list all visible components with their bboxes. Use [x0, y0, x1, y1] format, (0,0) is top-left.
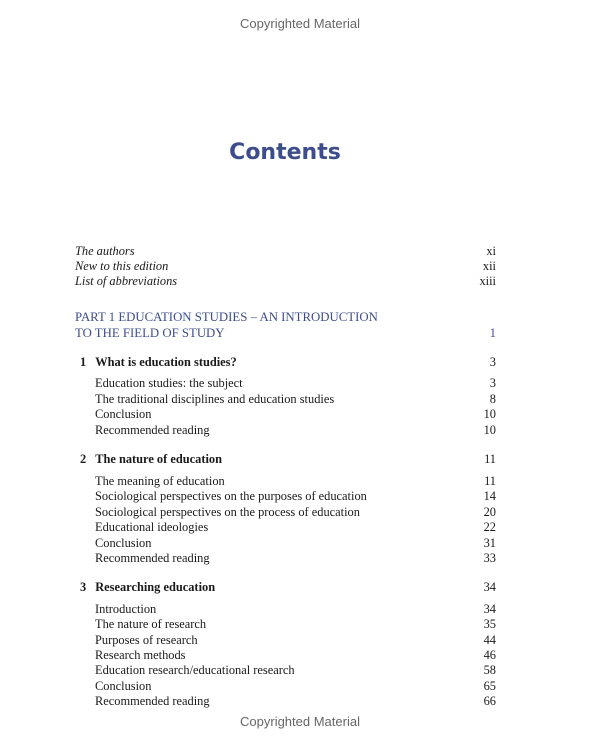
toc-entry-label: List of abbreviations — [75, 274, 178, 288]
chapter-title: The nature of education — [95, 452, 222, 466]
chapter-number: 1 — [80, 355, 87, 369]
toc-entry — [0, 550, 600, 566]
chapter-title: Researching education — [95, 580, 216, 594]
toc-entry-page: 14 — [483, 489, 496, 503]
chapter-title: What is education studies? — [95, 355, 237, 369]
chapter-page: 3 — [489, 355, 496, 369]
toc-entry-page: 44 — [483, 633, 496, 647]
toc-entry-page: 58 — [483, 663, 496, 677]
toc-entry — [0, 616, 600, 632]
toc-entry-label: Recommended reading — [95, 423, 210, 437]
toc-entry-page: 11 — [484, 474, 496, 488]
toc-entry — [0, 519, 600, 535]
toc-entry-page: 10 — [483, 407, 496, 421]
toc-entry-label: Conclusion — [95, 407, 152, 421]
toc-entry-page: 8 — [489, 392, 496, 406]
toc-entry-page: 3 — [489, 376, 496, 390]
toc-entry — [0, 375, 600, 391]
part-heading-text: TO THE FIELD OF STUDY — [75, 326, 225, 340]
page-title: Contents — [229, 140, 341, 165]
part-heading-line — [0, 309, 600, 325]
toc-entry-label: Education studies: the subject — [95, 376, 243, 390]
toc-entry-label: The nature of research — [95, 617, 207, 631]
toc-entry-page: 20 — [483, 505, 496, 519]
toc-entry-label: Introduction — [95, 602, 157, 616]
toc-entry — [0, 473, 600, 489]
toc-entry — [0, 601, 600, 617]
toc-entry-label: Education research/educational research — [95, 663, 295, 677]
toc-entry — [0, 258, 600, 274]
toc-entry-label: Purposes of research — [95, 633, 198, 647]
chapter-number: 2 — [80, 452, 87, 466]
copyright-watermark-bottom: Copyrighted Material — [240, 714, 360, 729]
toc-entry-label: Conclusion — [95, 679, 152, 693]
toc-entry-page: 35 — [483, 617, 496, 631]
toc-entry — [0, 488, 600, 504]
toc-entry — [0, 504, 600, 520]
part-heading-text: PART 1 EDUCATION STUDIES – AN INTRODUCTION — [75, 310, 378, 324]
toc-entry-page: xiii — [479, 274, 496, 288]
toc-entry-page: 22 — [483, 520, 496, 534]
toc-entry — [0, 693, 600, 709]
toc-entry-label: The traditional disciplines and education studies — [95, 392, 335, 406]
chapter-heading-label — [80, 354, 237, 370]
toc-entry — [0, 632, 600, 648]
toc-entry — [0, 273, 600, 289]
toc-entry-label: New to this edition — [75, 259, 169, 273]
toc-entry-label: The meaning of education — [95, 474, 225, 488]
part-heading-page: 1 — [489, 326, 496, 340]
toc-entry — [0, 535, 600, 551]
toc-entry-page: 10 — [483, 423, 496, 437]
toc-entry-page: 46 — [483, 648, 496, 662]
toc-entry — [0, 391, 600, 407]
toc-entry — [0, 406, 600, 422]
chapter-page: 34 — [483, 580, 496, 594]
toc-entry — [0, 422, 600, 438]
chapter-heading-label — [80, 579, 215, 595]
chapter-heading — [0, 354, 600, 370]
toc-entry-label: The authors — [75, 244, 135, 258]
toc-entry — [0, 662, 600, 678]
chapter-page: 11 — [484, 452, 496, 466]
toc-entry-page: 65 — [483, 679, 496, 693]
toc-entry-label: Recommended reading — [95, 694, 210, 708]
toc-entry-label: Research methods — [95, 648, 186, 662]
toc-entry — [0, 647, 600, 663]
chapter-heading — [0, 451, 600, 467]
toc-entry-label: Educational ideologies — [95, 520, 209, 534]
toc-entry-page: xii — [482, 259, 496, 273]
toc-entry-page: 66 — [483, 694, 496, 708]
chapter-number: 3 — [80, 580, 87, 594]
toc-entry-label: Sociological perspectives on the purposes of education — [95, 489, 367, 503]
toc-entry-page: xi — [486, 244, 496, 258]
toc-entry-label: Sociological perspectives on the process of education — [95, 505, 360, 519]
toc-entry-page: 31 — [483, 536, 496, 550]
toc-entry-label: Conclusion — [95, 536, 152, 550]
toc-entry-label: Recommended reading — [95, 551, 210, 565]
toc-entry-page: 34 — [483, 602, 496, 616]
toc-entry — [0, 678, 600, 694]
toc-entry-page: 33 — [483, 551, 496, 565]
chapter-heading-label — [80, 451, 222, 467]
chapter-heading — [0, 579, 600, 595]
copyright-watermark-top: Copyrighted Material — [240, 16, 360, 31]
part-heading-line — [0, 325, 600, 341]
toc-entry — [0, 243, 600, 259]
